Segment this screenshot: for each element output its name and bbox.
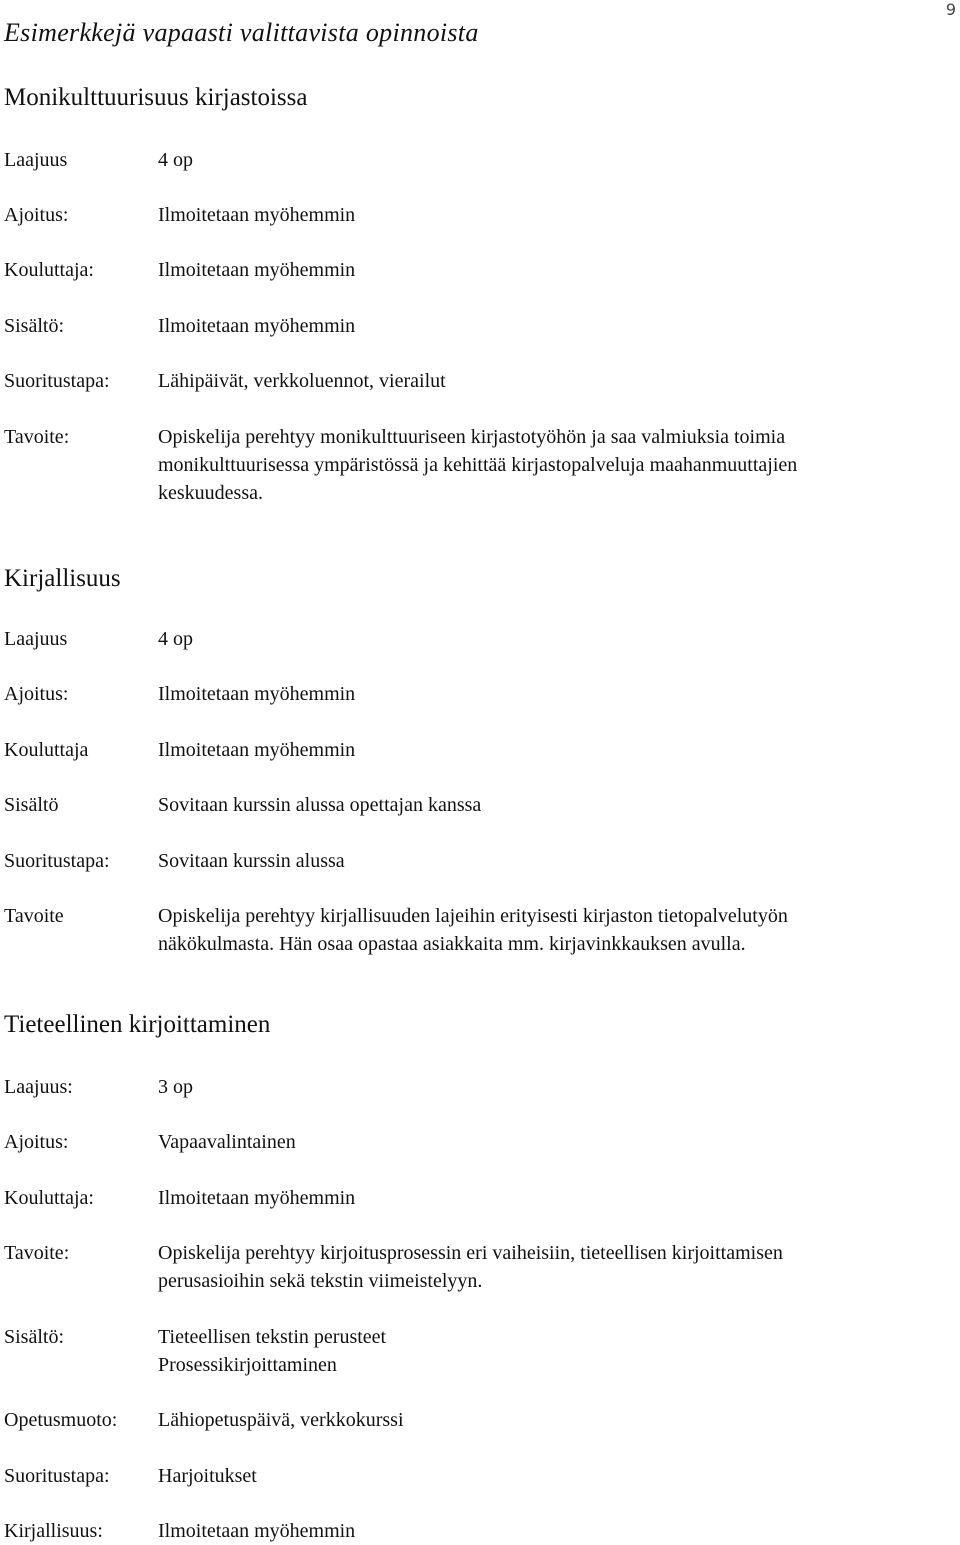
course-heading: Kirjallisuus [4, 565, 121, 592]
row-label: Kirjallisuus: [4, 1520, 103, 1542]
row-label: Ajoitus: [4, 683, 69, 705]
row-label: Sisältö [4, 794, 59, 816]
row-value: 4 op [158, 149, 193, 171]
row-value: Sovitaan kurssin alussa opettajan kanssa [158, 794, 482, 816]
row-label: Sisältö: [4, 1326, 65, 1348]
row-value: 3 op [158, 1076, 193, 1098]
row-value: Vapaavalintainen [158, 1131, 296, 1153]
row-value: Sovitaan kurssin alussa [158, 850, 345, 872]
row-value: Harjoitukset [158, 1465, 257, 1487]
course-heading: Monikulttuurisuus kirjastoissa [4, 84, 308, 111]
row-label: Laajuus [4, 628, 68, 650]
row-label: Kouluttaja: [4, 1187, 94, 1209]
document-title: Esimerkkejä vapaasti valittavista opinnoista [4, 18, 479, 47]
row-label: Suoritustapa: [4, 370, 110, 392]
row-label: Kouluttaja [4, 739, 89, 761]
row-value: Lähipäivät, verkkoluennot, vierailut [158, 370, 446, 392]
row-label: Kouluttaja: [4, 259, 94, 281]
row-label: Opetusmuoto: [4, 1409, 118, 1431]
row-value: Ilmoitetaan myöhemmin [158, 259, 356, 281]
row-value: Ilmoitetaan myöhemmin [158, 204, 356, 226]
row-label: Ajoitus: [4, 204, 69, 226]
course-heading: Tieteellinen kirjoittaminen [4, 1011, 271, 1038]
row-value: Tieteellisen tekstin perusteet Prosessikirjoittaminen [158, 1326, 387, 1376]
row-label: Laajuus: [4, 1076, 73, 1098]
row-label: Tavoite: [4, 1242, 70, 1264]
row-value: Ilmoitetaan myöhemmin [158, 1520, 356, 1542]
row-label: Tavoite: [4, 426, 70, 448]
row-label: Sisältö: [4, 315, 65, 337]
row-value: Ilmoitetaan myöhemmin [158, 739, 356, 761]
row-label: Suoritustapa: [4, 850, 110, 872]
row-value: 4 op [158, 628, 193, 650]
row-value: Opiskelija perehtyy kirjallisuuden lajeihin erityisesti kirjaston tietopalvelutyön näkökulmasta. Hän osaa opastaa asiakkaita mm. kirjavinkkauksen avulla. [158, 905, 788, 955]
row-value: Lähiopetuspäivä, verkkokurssi [158, 1409, 404, 1431]
page-number: 9 [945, 0, 956, 19]
row-value: Opiskelija perehtyy monikulttuuriseen kirjastotyöhön ja saa valmiuksia toimia monikulttuurisessa ympäristössä ja kehittää kirjastopalveluja maahanmuuttajien keskuudessa. [158, 426, 798, 504]
row-label: Laajuus [4, 149, 68, 171]
row-label: Tavoite [4, 905, 64, 927]
row-value: Ilmoitetaan myöhemmin [158, 1187, 356, 1209]
row-label: Suoritustapa: [4, 1465, 110, 1487]
row-value: Opiskelija perehtyy kirjoitusprosessin eri vaiheisiin, tieteellisen kirjoittamisen perusasioihin sekä tekstin viimeistelyyn. [158, 1242, 783, 1292]
row-value: Ilmoitetaan myöhemmin [158, 683, 356, 705]
row-label: Ajoitus: [4, 1131, 69, 1153]
row-value: Ilmoitetaan myöhemmin [158, 315, 356, 337]
